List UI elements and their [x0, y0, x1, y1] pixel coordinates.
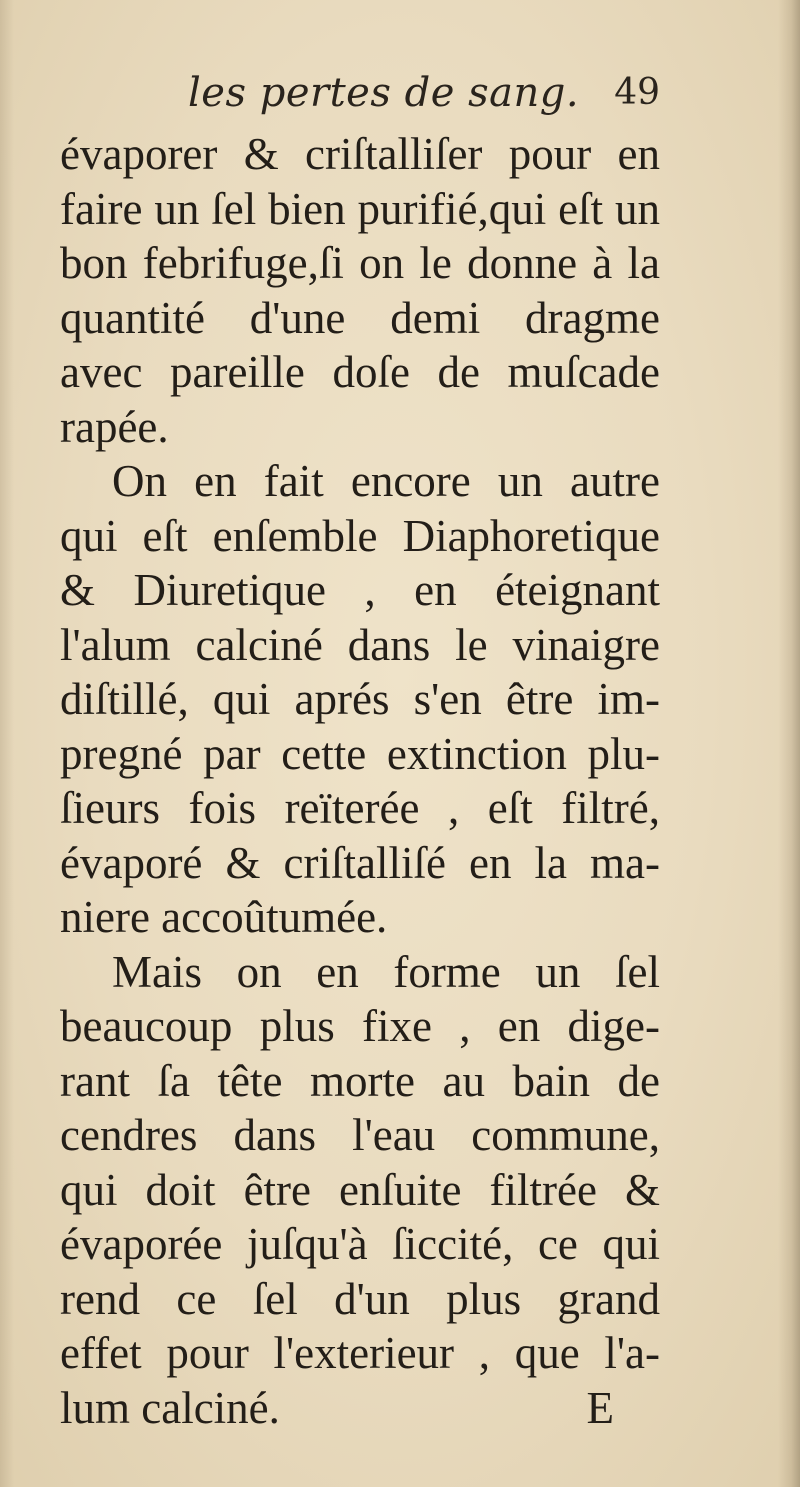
text-line: avec pareille doſe de muſcade	[60, 347, 660, 397]
page-shadow-left	[0, 0, 14, 1487]
text-line: quantité d'une demi dragme	[60, 292, 660, 343]
running-title: les pertes de sang.	[188, 70, 580, 116]
text-line: ſieurs fois reïterée , eſt filtré,	[60, 783, 660, 833]
text-line: diſtillé, qui aprés s'en être im-	[60, 674, 660, 724]
text-line: effet pour l'exterieur , que l'a-	[60, 1328, 660, 1378]
last-text-line	[60, 1381, 660, 1436]
text-line: bon febrifuge,ſi on le donne à la	[60, 238, 660, 288]
text-line: beaucoup plus fixe , en dige-	[60, 1001, 660, 1051]
text-line: On en fait encore un autre	[112, 456, 660, 506]
text-line: évaporer & criſtalliſer pour en	[60, 129, 660, 179]
text-line: rant ſa tête morte au bain de	[60, 1055, 660, 1106]
body-text	[60, 127, 660, 1435]
text-line: qui doit être enſuite filtrée &	[60, 1164, 660, 1215]
text-line: cendres dans l'eau commune,	[60, 1110, 660, 1160]
text-line: & Diuretique , en éteignant	[60, 565, 660, 615]
text-line: pregné par cette extinction plu-	[60, 728, 660, 779]
text-line: rapée.	[60, 401, 169, 452]
text-line: qui eſt enſemble Diaphoretique	[60, 510, 660, 561]
page-header	[60, 70, 660, 130]
page-number: 49	[614, 72, 660, 113]
text-line: faire un ſel bien purifié,qui eſt un	[60, 183, 660, 234]
signature-mark: E	[586, 1382, 614, 1433]
text-line: rend ce ſel d'un plus grand	[60, 1273, 660, 1324]
text-line: lum calciné.	[60, 1382, 280, 1433]
text-line: niere accoûtumée.	[60, 892, 388, 942]
page-shadow-right	[778, 0, 800, 1487]
text-line: évaporée juſqu'à ſiccité, ce qui	[60, 1219, 660, 1269]
text-line: Mais on en forme un ſel	[112, 946, 660, 997]
text-line: évaporé & criſtalliſé en la ma-	[60, 837, 660, 888]
text-line: l'alum calciné dans le vinaigre	[60, 619, 660, 670]
